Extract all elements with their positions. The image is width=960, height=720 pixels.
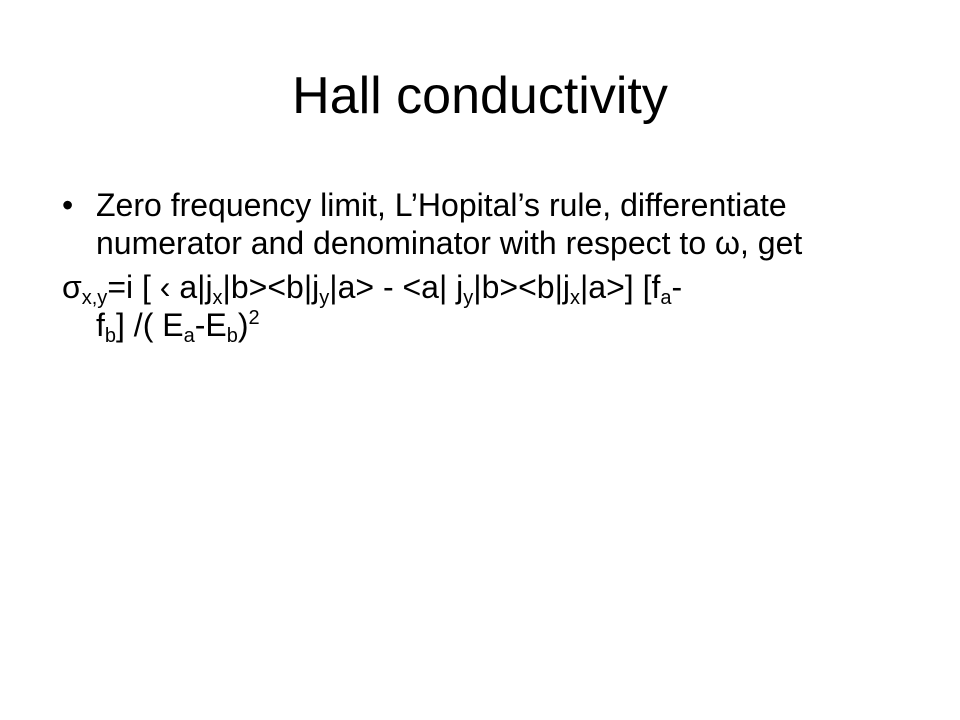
formula-subscript: y [319,287,330,309]
formula-segment: =i [ ‹ a|j [107,269,213,305]
formula-segment: ) [237,307,249,343]
formula-subscript: x [569,287,580,309]
bullet-item [62,186,922,262]
hall-conductivity-formula [62,268,884,347]
sigma-subscript: x,y [81,287,108,309]
formula-segment: |b><b|j [473,269,570,305]
formula-segment: |b><b|j [222,269,320,305]
formula-subscript: y [463,287,474,309]
formula-subscript: b [104,325,117,347]
formula-segment: -E [194,307,227,343]
sigma-symbol: σ [62,269,82,305]
formula-exponent: 2 [248,307,260,329]
formula-segment: ] /( E [116,307,184,343]
formula-segment: - [671,269,683,305]
formula-subscript: a [183,325,195,347]
slide-title: Hall conductivity [292,67,668,125]
formula-segment: |a>] [f [579,269,661,305]
formula-segment: |a> - <a| j [329,269,464,305]
bullet-text: Zero frequency limit, L’Hopital’s rule, differentiate numerator and denominator with respect to ω, get [96,187,803,261]
bullet-marker: • [62,187,74,223]
formula-subscript: a [660,287,672,309]
formula-segment: f [96,307,105,343]
formula-subscript: x [212,287,223,309]
slide-body [62,186,922,347]
formula-line-1 [62,268,884,309]
formula-subscript: b [226,325,238,347]
formula-line-2 [62,306,884,347]
